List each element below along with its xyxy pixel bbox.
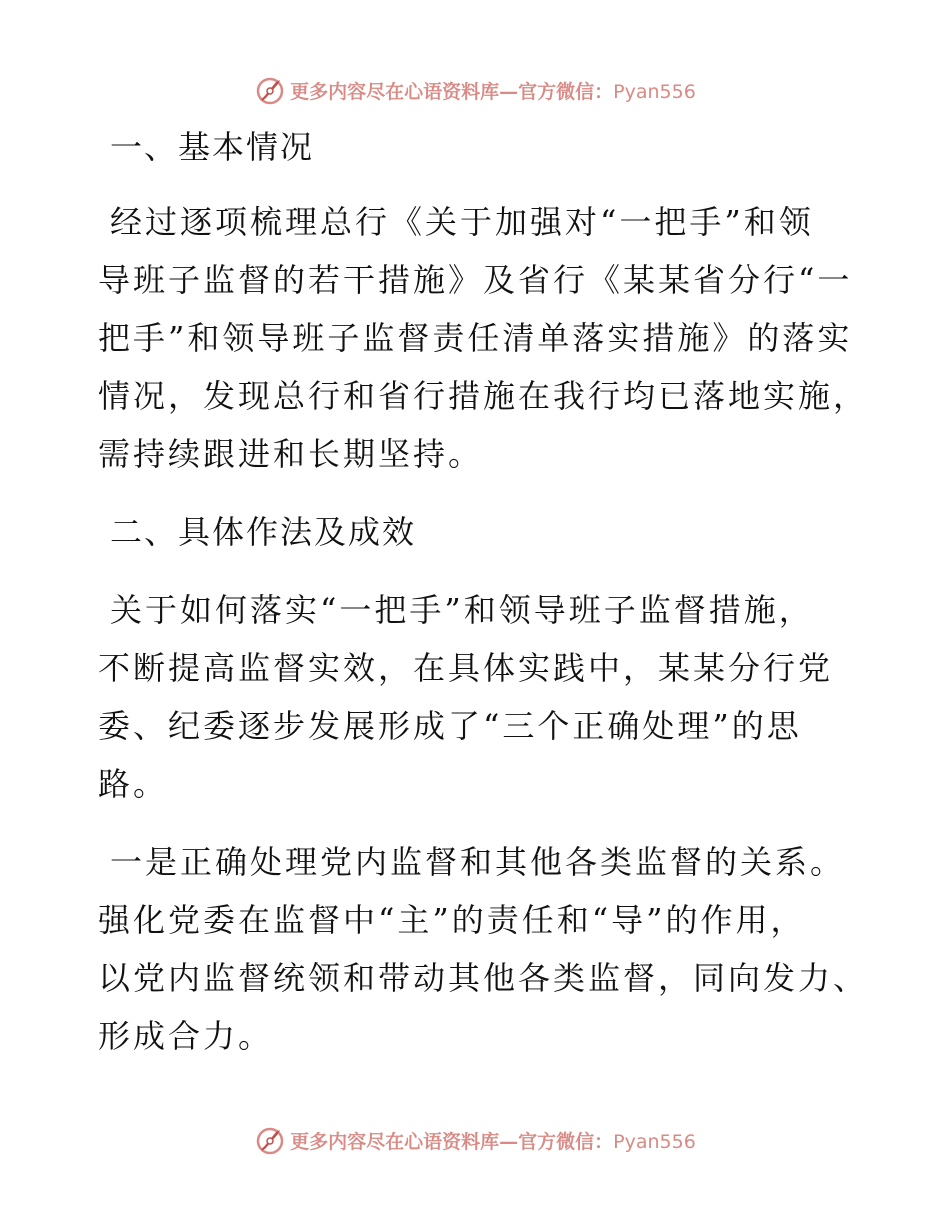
paragraph-line: 情况，发现总行和省行措施在我行均已落地实施， <box>98 377 869 415</box>
section-heading: 二、具体作法及成效 <box>110 513 417 551</box>
paragraph-line: 形成合力。 <box>98 1017 274 1055</box>
section-heading: 一、基本情况 <box>110 128 315 166</box>
paragraph-line: 强化党委在监督中“主”的责任和“导”的作用， <box>98 901 806 939</box>
paragraph-line: 以党内监督统领和带动其他各类监督，同向发力、 <box>98 959 869 997</box>
watermark-text: 更多内容尽在心语资料库—官方微信：Pyan556 <box>290 80 696 103</box>
paragraph-line: 一是正确处理党内监督和其他各类监督的关系。 <box>110 843 846 881</box>
quill-pen-logo-icon <box>254 1124 286 1156</box>
watermark-banner-bottom <box>0 1120 950 1160</box>
watermark-contact: Pyan556 <box>613 1130 696 1153</box>
paragraph-line: 需持续跟进和长期坚持。 <box>98 435 484 473</box>
paragraph <box>98 833 869 1065</box>
paragraph-line: 经过逐项梳理总行《关于加强对“一把手”和领 <box>110 203 814 241</box>
document-body <box>98 118 869 1065</box>
paragraph-line: 导班子监督的若干措施》及省行《某某省分行“一 <box>98 261 853 299</box>
paragraph-line: 关于如何落实“一把手”和领导班子监督措施， <box>110 591 814 629</box>
watermark-banner-top <box>0 70 950 110</box>
watermark-contact: Pyan556 <box>613 80 696 103</box>
watermark-text: 更多内容尽在心语资料库—官方微信：Pyan556 <box>290 1130 696 1153</box>
paragraph <box>98 193 869 483</box>
paragraph <box>98 581 858 813</box>
paragraph-line: 把手”和领导班子监督责任清单落实措施》的落实 <box>98 319 853 357</box>
paragraph-line: 委、纪委逐步发展形成了“三个正确处理”的思 <box>98 707 802 745</box>
paragraph-line: 不断提高监督实效，在具体实践中，某某分行党 <box>98 649 834 687</box>
paragraph-line: 路。 <box>98 765 169 803</box>
quill-pen-logo-icon <box>254 74 286 106</box>
